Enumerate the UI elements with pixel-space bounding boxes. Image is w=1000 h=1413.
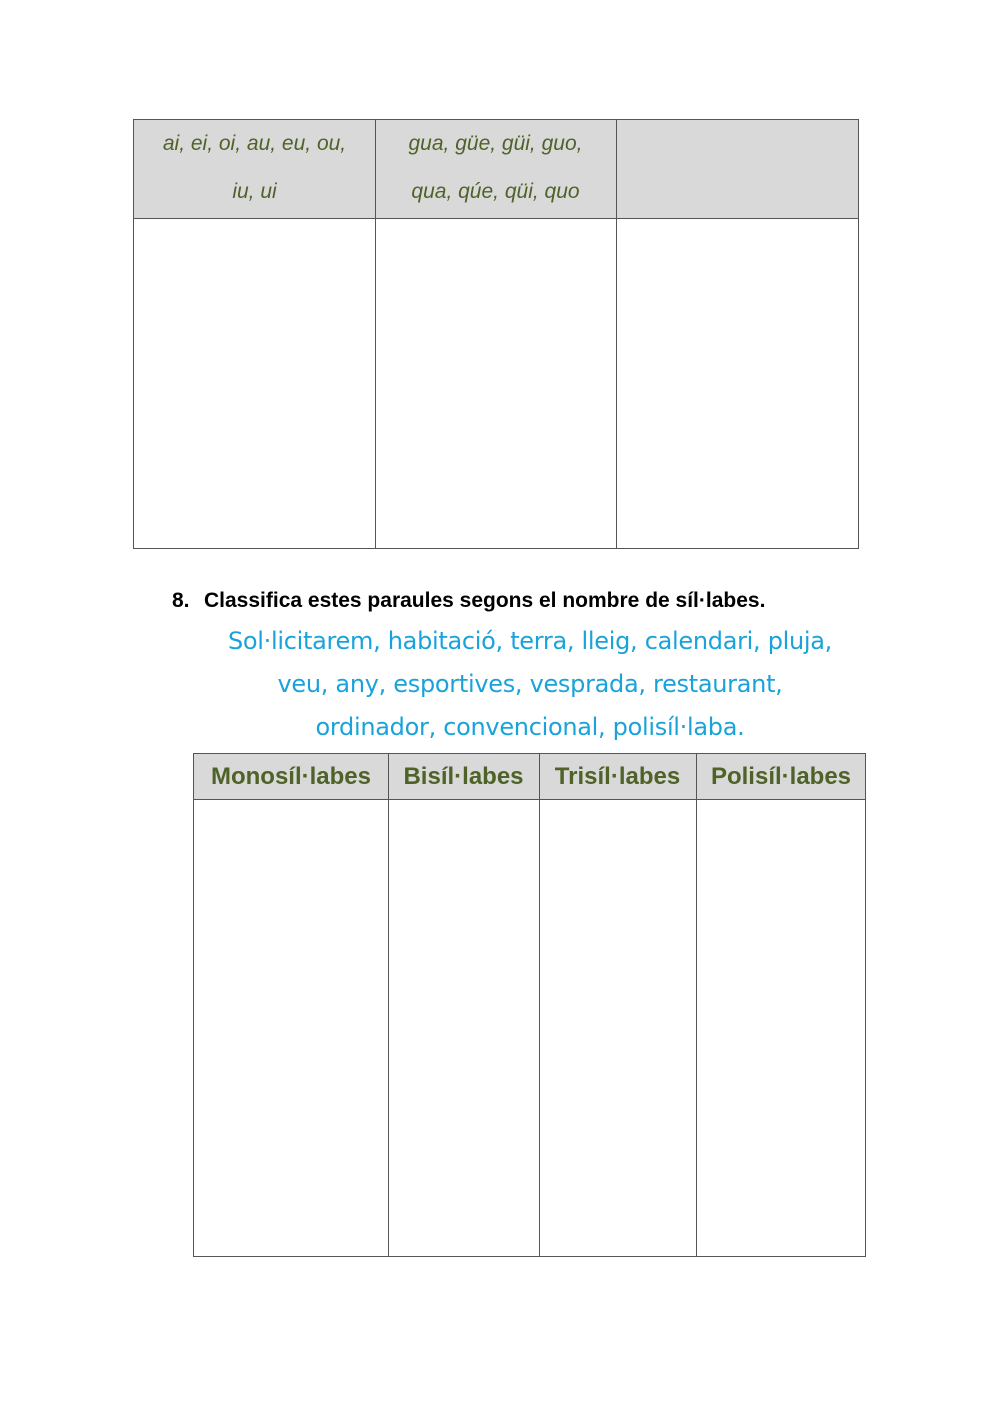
word-list-line-3: ordinador, convencional, polisíl·laba.	[315, 713, 745, 741]
header-cell-diphthongs	[134, 120, 375, 218]
column-divider	[388, 754, 389, 1256]
header-line: ai, ei, oi, au, eu, ou,	[162, 132, 347, 155]
header-polysyllables: Polisíl·labes	[710, 763, 852, 790]
column-divider	[539, 754, 540, 1256]
diphthong-table	[133, 119, 859, 549]
header-monosyllables: Monosíl·labes	[210, 763, 372, 790]
instruction-text: Classifica estes paraules segons el nombre de síl·labes.	[204, 589, 766, 612]
header-line: gua, güe, güi, guo,	[408, 132, 583, 155]
header-cell-gu-qu	[375, 120, 616, 218]
column-divider	[696, 754, 697, 1256]
exercise-8-instruction	[172, 589, 765, 613]
word-list-line-1: Sol·licitarem, habitació, terra, lleig, calendari, pluja,	[227, 627, 833, 655]
syllable-classification-table	[193, 753, 866, 1257]
header-cell-empty	[616, 120, 858, 218]
word-list-line-2: veu, any, esportives, vesprada, restaurant,	[277, 670, 783, 698]
exercise-number: 8.	[172, 589, 190, 612]
header-line: iu, ui	[232, 180, 277, 203]
header-bisyllables: Bisíl·labes	[403, 763, 524, 790]
header-line: qua, qúe, qüi, quo	[411, 180, 580, 203]
header-trisyllables: Trisíl·labes	[554, 763, 681, 790]
